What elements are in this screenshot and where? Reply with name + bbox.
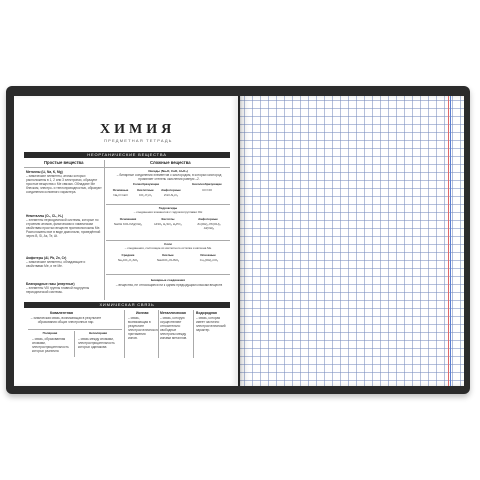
oxide-val-2: ZnO Al₂O₃ <box>164 193 178 197</box>
hydroxide-col-0: Основания <box>119 217 137 221</box>
salts-title: Соли <box>164 242 172 246</box>
amphoteric-text: – химические элементы, обладающие и свойствами Ме, и не Ме. <box>26 260 86 268</box>
metals-block <box>26 170 102 194</box>
rule <box>24 167 230 168</box>
salt-val-1: NaHCO₃ KHSO₄ <box>156 258 180 262</box>
metals-title: Металлы (Li, Na, K, Mg) <box>26 170 63 174</box>
divider <box>74 331 75 357</box>
non-salt-forming: Несолеобразующие <box>192 182 222 186</box>
bond-col-3-text: – связь, которая имеет частично электростатический характер. <box>196 316 226 332</box>
binary-text: – вещества, не относящиеся ни к одним предыдущим классам веществ <box>115 283 223 287</box>
hydroxide-col-2: Амфотерные <box>198 217 218 221</box>
hydroxide-val-1: HNO₃ H₂SO₄ H₃PO₄ <box>154 222 182 226</box>
amphoteric-title: Амфотеры (Al, Pb, Zn, Cr) <box>26 256 67 260</box>
polar-label: Полярная <box>42 331 58 335</box>
divider <box>158 310 159 358</box>
oxides-title: Оксиды (Na₂O, CaO, Al₂O₃) <box>148 169 188 173</box>
oxide-val-1: CO₂ P₂O₅ <box>138 193 153 197</box>
noble-title: Благородные газы (инертные) <box>26 282 75 286</box>
rule <box>106 274 230 275</box>
polar-text: – связь, образованная атомами, электроотрицательность которых различна <box>32 337 69 353</box>
margin-line-blue <box>450 96 451 386</box>
section-inorganic: НЕОРГАНИЧЕСКИЕ ВЕЩЕСТВА <box>24 152 230 158</box>
divider <box>104 160 105 300</box>
oxide-col-2: Амфотерные <box>161 188 181 192</box>
bond-col-1-text: – связь, возникающая в результате электростатического притяжения ионов. <box>128 316 159 340</box>
amphoteric-block <box>26 256 102 268</box>
bond-col-1-head: Ионная <box>136 311 149 315</box>
oxides-text: – бинарные соединения элементов с кислородом, в которых кислород проявляет степень окисления равную –2. <box>116 173 222 181</box>
bond-col-3-head: Водородная <box>196 311 217 315</box>
col-complex: Сложные вещества <box>150 160 191 165</box>
bond-col-2-head: Металлическая <box>160 311 186 315</box>
divider <box>124 310 125 358</box>
salts-text: – соединения, состоящие из кислотного остатка и катиона Ме <box>124 246 212 250</box>
hydroxide-col-1: Кислоты <box>161 217 175 221</box>
metals-text: – химические элементы, атомы которых расположены в 1, 2 или 3 электронах, образуют простые вещества с Ме связью. Обладают Ме блеском, электро- и теплопроводностью, образуют соединения основного характера. <box>26 174 102 194</box>
non-salt-vals: CO NO <box>202 188 212 192</box>
nonmetals-block <box>26 214 102 238</box>
hydroxide-val-2: Zn(OH)₂ Pb(OH)₂ Al(OH)₃ <box>197 222 221 230</box>
nonmetals-text: – элементы периодической системы, которые по строению атомов, физическим и химическим свойствам простых веществ противоположны Ме. Расположены все в виде диагонали, проведённой через B, Si, As, Te, At. <box>26 218 101 238</box>
salt-forming: Солеобразующие <box>132 182 160 186</box>
oxide-val-0: Na₂O CaO <box>113 193 128 197</box>
hydroxides-text: – соединения элементов с гидроксогруппами OH <box>133 210 203 214</box>
salt-col-0: Средние <box>121 253 135 257</box>
binary-title: Бинарные соединения <box>151 278 185 282</box>
margin-line-red <box>448 96 449 386</box>
noble-block <box>26 282 102 294</box>
nonmetals-title: Неметаллы (O₂, Cl₂, H₂) <box>26 214 63 218</box>
rule <box>106 204 230 205</box>
page-subtitle: ПРЕДМЕТНАЯ ТЕТРАДЬ <box>104 138 173 143</box>
spine-shadow <box>238 96 242 386</box>
rule <box>106 240 230 241</box>
divider <box>193 310 194 358</box>
col-simple: Простые вещества <box>44 160 84 165</box>
salt-val-0: Na₂CO₃ K₂SO₄ <box>117 258 139 262</box>
noble-text: – элементы VIII группы главной подгруппы периодической системы. <box>26 286 90 294</box>
bond-col-2-text: – связь, которую осуществляют относительно свободные электроны между ионами металлов. <box>160 316 188 340</box>
section-bond: ХИМИЧЕСКАЯ СВЯЗЬ <box>24 302 230 308</box>
nonpolar-label: Неполярная <box>88 331 108 335</box>
bond-col-0-text: – химическая связь, возникающая в результате образования общих электронных пар. <box>30 316 102 324</box>
oxide-col-0: Основные <box>112 188 129 192</box>
salt-val-2: Cu₂(OH)₂CO₃ <box>199 258 219 262</box>
grid-page <box>240 96 464 386</box>
nonpolar-text: – связь между атомами, электроотрицательность которых одинакова <box>78 337 115 349</box>
hydroxide-val-0: NaOH KOH Mg(OH)₂ <box>113 222 143 226</box>
bond-col-0-head: Ковалентная <box>50 311 73 315</box>
page-title: ХИМИЯ <box>100 122 176 137</box>
oxide-col-1: Кислотные <box>137 188 154 192</box>
rule <box>28 329 122 330</box>
salt-col-2: Основные <box>200 253 216 257</box>
salt-col-1: Кислые <box>162 253 174 257</box>
hydroxides-title: Гидроксиды <box>158 206 178 210</box>
